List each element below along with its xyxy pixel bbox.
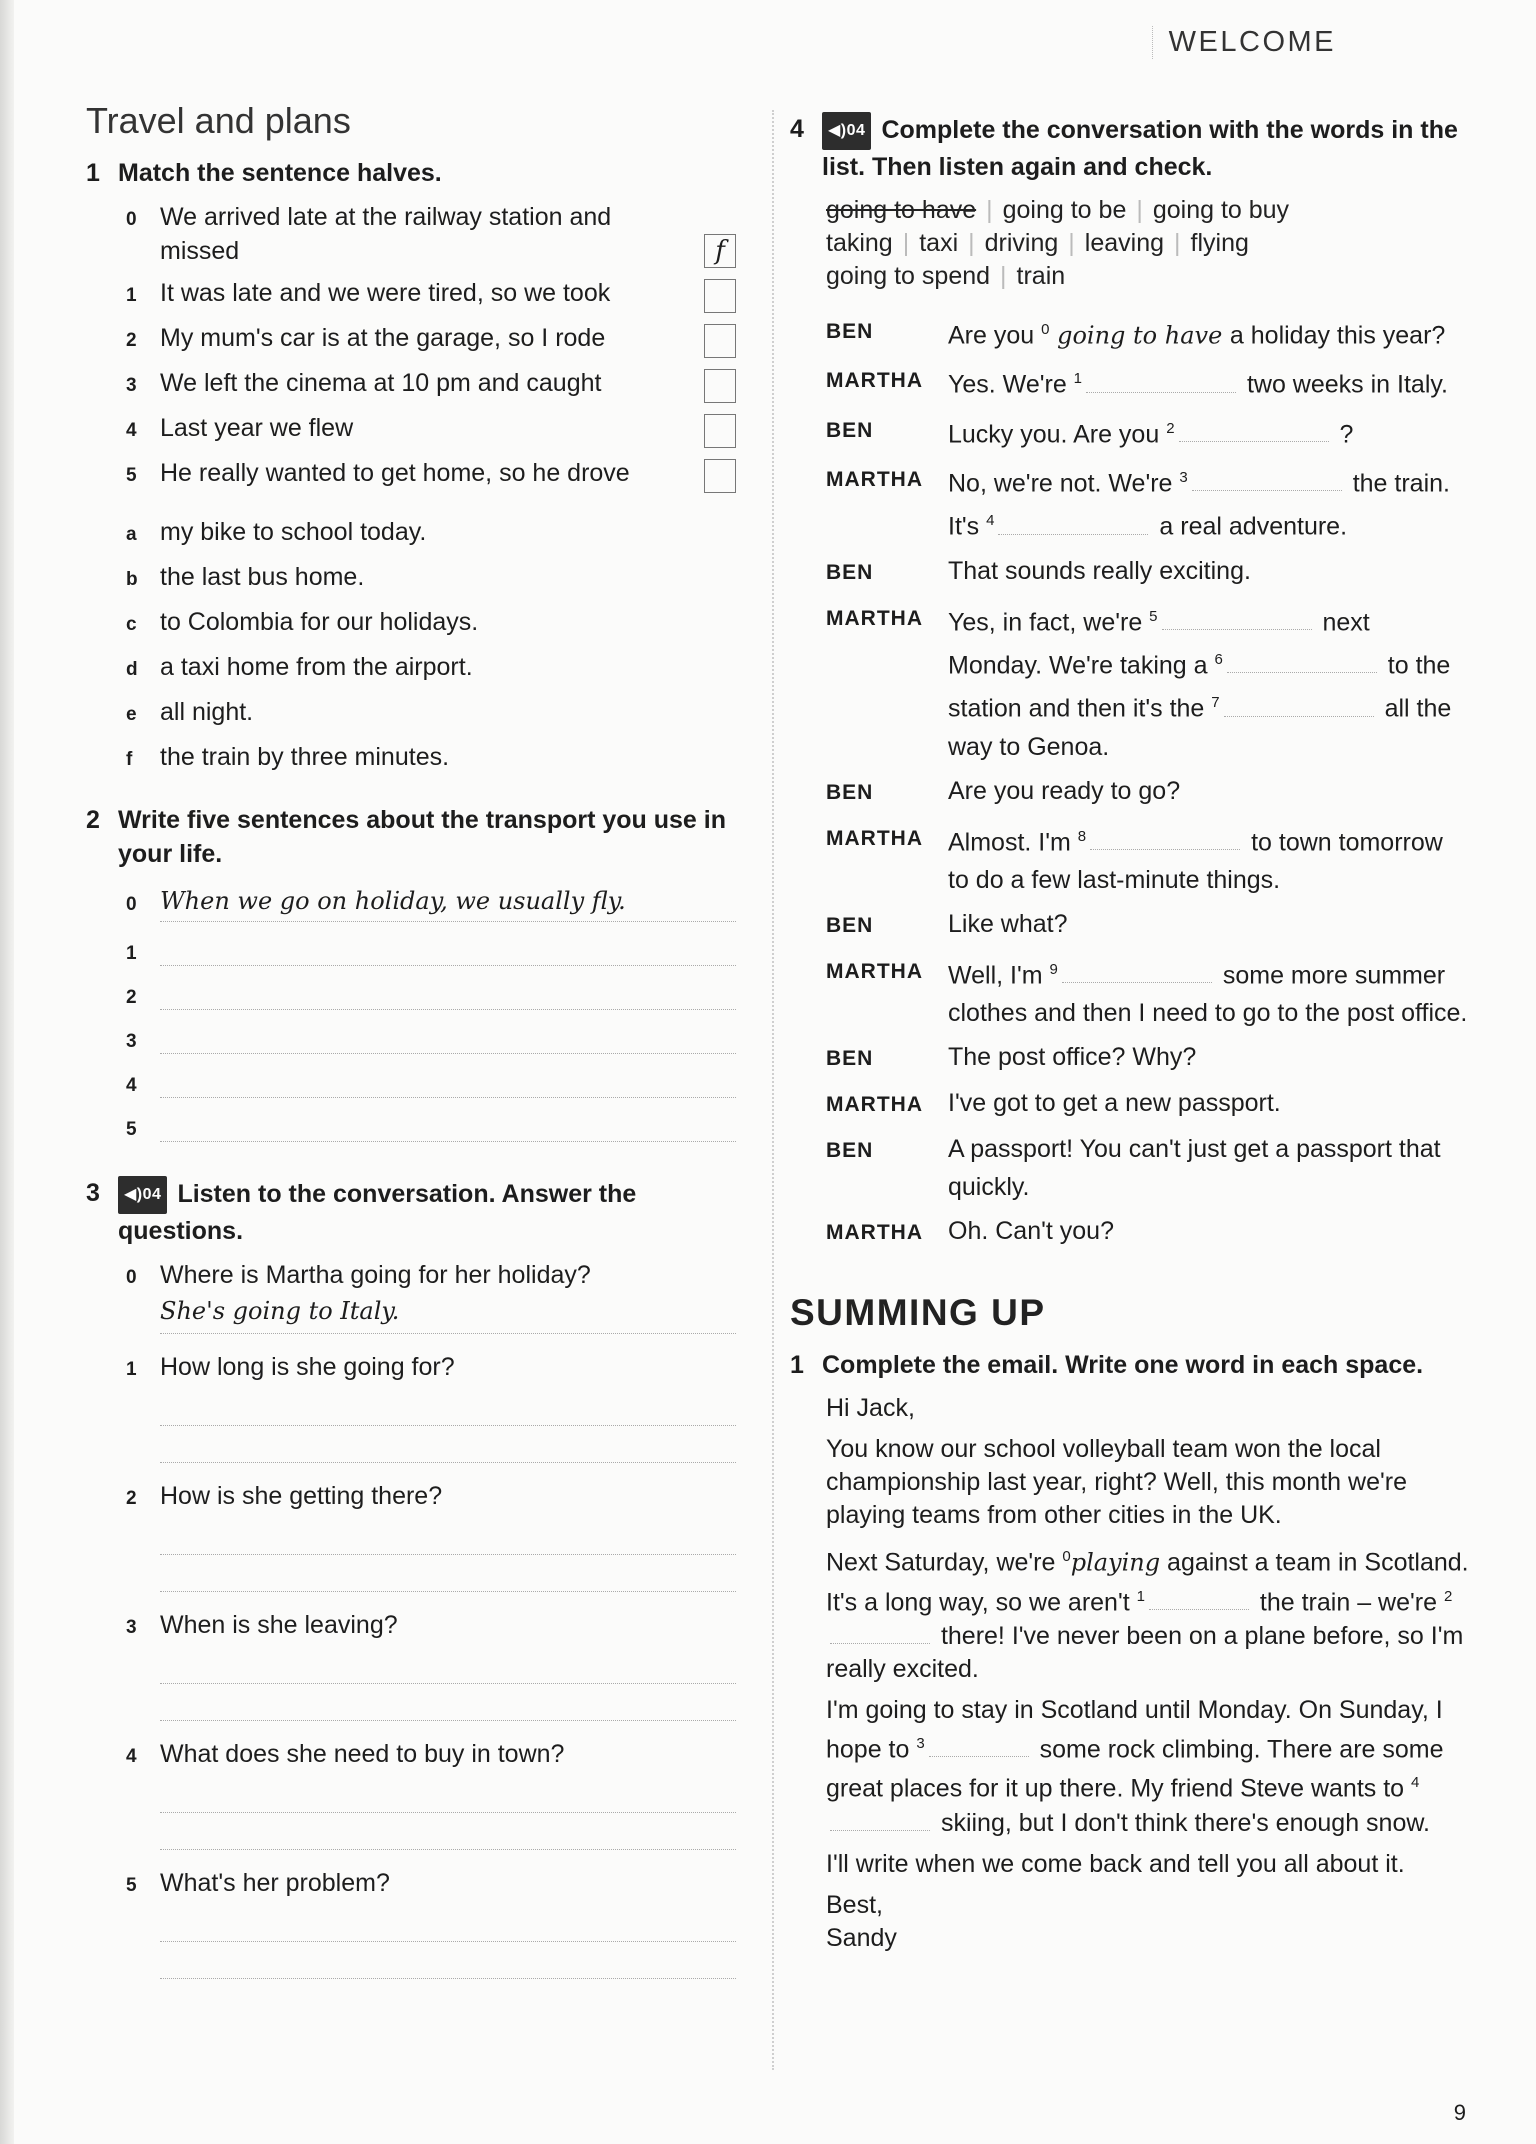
blank-number: 9 xyxy=(1049,960,1058,978)
answer-line[interactable] xyxy=(160,1389,736,1426)
answer-line[interactable] xyxy=(160,1942,736,1979)
word-list xyxy=(826,194,1470,293)
word-option: taxi xyxy=(919,229,959,257)
option-letter: b xyxy=(126,569,138,590)
dialogue-text: Are you $^0$ going to have a holiday this year? xyxy=(948,321,1446,350)
match-item xyxy=(126,366,736,403)
exercise-instruction: Match the sentence halves. xyxy=(118,159,442,187)
answer-blank[interactable] xyxy=(1149,1585,1249,1610)
dialogue-line xyxy=(826,1212,1470,1252)
option-letter: c xyxy=(126,614,137,635)
right-column xyxy=(790,100,1470,1963)
separator: | xyxy=(968,229,975,257)
speaker-name: MARTHA xyxy=(826,467,923,491)
dialogue-line xyxy=(826,360,1470,403)
answer-line[interactable] xyxy=(160,1813,736,1850)
answer-blank[interactable] xyxy=(1179,415,1329,442)
item-text: He really wanted to get home, so he drove xyxy=(160,459,630,487)
section-title: SUMMING UP xyxy=(790,1292,1046,1334)
dialogue-text: Yes, in fact, we're $^5$ next Monday. We're taking a $^6$ to the station and then it's the $^7$ all the way to Genoa. xyxy=(948,598,1470,766)
separator: | xyxy=(1174,229,1181,257)
email-greeting: Hi Jack, xyxy=(826,1394,915,1423)
answer-line[interactable]: She's going to Italy. xyxy=(160,1297,736,1334)
left-column xyxy=(86,100,736,1995)
answer-line[interactable] xyxy=(160,1018,736,1054)
answer-blank[interactable] xyxy=(1086,366,1236,393)
blank-number: 1 xyxy=(1073,370,1083,388)
question-number: 5 xyxy=(126,1875,137,1896)
exercise-number: 1 xyxy=(790,1351,804,1380)
word-option: driving xyxy=(984,229,1059,257)
line-number: 2 xyxy=(126,987,137,1008)
email-signature: Sandy xyxy=(826,1923,897,1952)
answer-box[interactable] xyxy=(704,279,736,313)
dialogue-text: The post office? Why? xyxy=(948,1043,1197,1072)
answer-box[interactable]: f xyxy=(704,234,736,268)
speaker-name: BEN xyxy=(826,1139,874,1163)
answer-line[interactable] xyxy=(160,1062,736,1098)
item-number: 1 xyxy=(126,285,137,306)
email-signoff: Best, xyxy=(826,1890,883,1919)
question xyxy=(126,1350,736,1387)
option-text: all night. xyxy=(160,698,254,726)
example-answer: going to have xyxy=(1049,321,1230,350)
dialogue-line xyxy=(826,598,1470,766)
blank-number: 7 xyxy=(1211,694,1220,712)
question-text: When is she leaving? xyxy=(160,1611,398,1639)
word-list-row xyxy=(826,260,1470,293)
dialogue-text: Like what? xyxy=(948,909,1068,938)
blank-number: 3 xyxy=(1179,468,1188,486)
match-option xyxy=(126,560,736,597)
word-list-row xyxy=(826,227,1470,260)
writing-line xyxy=(126,881,736,930)
line-number: 3 xyxy=(126,1031,137,1052)
exercise-number: 4 xyxy=(790,115,804,143)
answer-blank[interactable] xyxy=(1062,956,1212,983)
writing-lines xyxy=(126,881,736,1150)
answer-line[interactable] xyxy=(160,974,736,1010)
item-number: 2 xyxy=(126,330,137,351)
line-number: 5 xyxy=(126,1119,137,1140)
blank-number: 8 xyxy=(1077,827,1087,845)
question-block xyxy=(126,1350,736,1463)
dialogue-line xyxy=(826,1038,1470,1078)
audio-track-icon[interactable]: ◀)04 xyxy=(822,112,871,150)
writing-line xyxy=(126,930,736,974)
match-item xyxy=(126,411,736,448)
question-text: How is she getting there? xyxy=(160,1482,443,1510)
item-number: 5 xyxy=(126,465,137,486)
email-text xyxy=(826,1392,1470,1954)
answer-blank[interactable] xyxy=(1224,690,1374,717)
answer-line[interactable] xyxy=(160,1905,736,1942)
email-paragraph-3: I'm going to stay in Scotland until Monday. On Sunday, I hope to $^3$ some rock climbing. There are some great places for it up there. My friend Steve wants to $^4$ skiing, but I don't think there's enough snow. xyxy=(826,1695,1444,1837)
answer-box[interactable] xyxy=(704,414,736,448)
item-text: It was late and we were tired, so we took xyxy=(160,279,611,307)
exercise-1 xyxy=(86,156,736,777)
dialogue-text: Are you ready to go? xyxy=(948,776,1181,805)
speaker-name: MARTHA xyxy=(826,1221,923,1245)
exercise-2 xyxy=(86,803,736,1150)
answer-line[interactable] xyxy=(160,1776,736,1813)
answer-blank[interactable] xyxy=(1162,603,1312,630)
page-header: WELCOME xyxy=(1152,26,1336,59)
option-letter: a xyxy=(126,524,137,545)
item-text: We arrived late at the railway station and missed xyxy=(160,203,612,265)
word-option: flying xyxy=(1190,229,1249,257)
question-number: 3 xyxy=(126,1617,137,1638)
question-text: What does she need to buy in town? xyxy=(160,1740,565,1768)
exercise-number: 2 xyxy=(86,806,100,834)
match-item xyxy=(126,456,736,493)
option-letter: f xyxy=(126,749,133,770)
page-spine-shadow xyxy=(0,0,14,2144)
match-option xyxy=(126,695,736,732)
page-number: 9 xyxy=(1453,2100,1466,2125)
match-item xyxy=(126,276,736,313)
question xyxy=(126,1866,736,1903)
blank-number: 6 xyxy=(1214,650,1223,668)
answer-box[interactable] xyxy=(704,459,736,493)
question-text: What's her problem? xyxy=(160,1869,390,1897)
exercise-instruction: Complete the conversation with the words in the list. Then listen again and check. xyxy=(822,116,1458,181)
option-text: the train by three minutes. xyxy=(160,743,450,771)
dialogue-text: Yes. We're $^1$ two weeks in Italy. xyxy=(948,360,1470,403)
speaker-name: MARTHA xyxy=(826,606,923,630)
option-letter: e xyxy=(126,704,137,725)
answer-blank[interactable] xyxy=(1192,464,1342,491)
line-number: 1 xyxy=(126,943,137,964)
question-block xyxy=(126,1608,736,1721)
blank-number: 4 xyxy=(986,512,995,530)
match-item xyxy=(126,321,736,358)
word-option: going to spend xyxy=(826,262,991,290)
speaker-name: MARTHA xyxy=(826,1093,923,1117)
question-block xyxy=(126,1866,736,1979)
answer-blank[interactable] xyxy=(1090,823,1240,850)
option-letter: d xyxy=(126,659,138,680)
word-option: going to have xyxy=(826,196,977,224)
separator: | xyxy=(986,196,993,224)
separator: | xyxy=(1068,229,1075,257)
dialogue-line xyxy=(826,951,1470,1032)
match-option xyxy=(126,605,736,642)
item-text: We left the cinema at 10 pm and caught xyxy=(160,369,602,397)
dialogue-line xyxy=(826,1130,1470,1206)
item-text: My mum's car is at the garage, so I rode xyxy=(160,324,606,352)
question-number: 1 xyxy=(126,1359,137,1380)
answer-line[interactable] xyxy=(160,1555,736,1592)
email-paragraph-4: I'll write when we come back and tell you all about it. xyxy=(826,1849,1405,1878)
word-option: taking xyxy=(826,229,893,257)
exercise-instruction: Write five sentences about the transport you use in your life. xyxy=(118,806,726,868)
separator: | xyxy=(902,229,910,257)
answer-line[interactable] xyxy=(160,1106,736,1142)
item-number: 0 xyxy=(126,209,137,230)
option-text: a taxi home from the airport. xyxy=(160,653,473,681)
answer-blank[interactable] xyxy=(929,1732,1029,1757)
dialogue-line xyxy=(826,818,1470,899)
answer-line[interactable] xyxy=(160,930,736,966)
question-text: Where is Martha going for her holiday? xyxy=(160,1261,591,1289)
column-divider xyxy=(772,110,774,2070)
answer-blank[interactable] xyxy=(830,1619,930,1644)
match-option xyxy=(126,515,736,552)
separator: | xyxy=(1136,196,1143,224)
answer-line[interactable]: When we go on holiday, we usually fly. xyxy=(160,881,736,922)
question-number: 0 xyxy=(126,1267,137,1288)
answer-blank[interactable] xyxy=(1227,646,1377,673)
answer-box[interactable] xyxy=(704,324,736,358)
writing-line xyxy=(126,1106,736,1150)
dialogue-text: Oh. Can't you? xyxy=(948,1217,1114,1246)
dialogue-text: Lucky you. Are you $^2$ ? xyxy=(948,410,1470,453)
match-items xyxy=(126,200,736,493)
separator: | xyxy=(1000,262,1007,290)
speaker-name: MARTHA xyxy=(826,369,923,393)
dialogue-text: Well, I'm $^9$ some more summer clothes and then I need to go to the post office. xyxy=(948,951,1470,1032)
match-option xyxy=(126,740,736,777)
speaker-name: MARTHA xyxy=(826,826,923,850)
question-number: 4 xyxy=(126,1746,137,1767)
question-block xyxy=(126,1258,736,1334)
option-text: my bike to school today. xyxy=(160,518,427,546)
line-number: 0 xyxy=(126,894,137,915)
speaker-name: BEN xyxy=(826,560,874,584)
exercise-instruction: Complete the email. Write one word in each space. xyxy=(822,1351,1424,1380)
question-block xyxy=(126,1737,736,1850)
line-number: 4 xyxy=(126,1075,137,1096)
writing-line xyxy=(126,1018,736,1062)
item-text: Last year we flew xyxy=(160,414,354,442)
dialogue-text: That sounds really exciting. xyxy=(948,556,1251,585)
answer-line[interactable] xyxy=(160,1426,736,1463)
speaker-name: MARTHA xyxy=(826,959,923,983)
speaker-name: BEN xyxy=(826,913,874,937)
dialogue-text: No, we're not. We're $^3$ the train. It's $^4$ a real adventure. xyxy=(948,459,1470,546)
speaker-name: BEN xyxy=(826,1047,874,1071)
blank-number: 5 xyxy=(1149,607,1158,625)
option-text: the last bus home. xyxy=(160,563,365,591)
conversation xyxy=(826,311,1470,1252)
dialogue-text: I've got to get a new passport. xyxy=(948,1089,1281,1118)
example-answer: playing xyxy=(1070,1548,1161,1577)
word-list-row xyxy=(826,194,1470,227)
writing-line xyxy=(126,974,736,1018)
question-block xyxy=(126,1479,736,1592)
speaker-name: BEN xyxy=(826,418,874,442)
dialogue-line xyxy=(826,459,1470,546)
dialogue-line xyxy=(826,772,1470,812)
dialogue-line xyxy=(826,552,1470,592)
dialogue-line xyxy=(826,410,1470,453)
item-number: 4 xyxy=(126,420,137,441)
item-number: 3 xyxy=(126,375,137,396)
match-option xyxy=(126,650,736,687)
section-title: Travel and plans xyxy=(86,100,351,141)
answer-line[interactable] xyxy=(160,1647,736,1684)
exercise-number: 3 xyxy=(86,1179,100,1207)
audio-track-icon[interactable]: ◀)04 xyxy=(118,1176,167,1214)
question xyxy=(126,1737,736,1774)
answer-box[interactable] xyxy=(704,369,736,403)
blank-number: 0 xyxy=(1041,321,1050,338)
dialogue-line xyxy=(826,905,1470,945)
question xyxy=(126,1608,736,1645)
match-options xyxy=(126,515,736,777)
exercise-3 xyxy=(86,1176,736,1979)
dialogue-text: Almost. I'm $^8$ to town tomorrow to do a few last-minute things. xyxy=(948,818,1470,899)
answer-blank[interactable] xyxy=(830,1806,930,1831)
question-text: How long is she going for? xyxy=(160,1353,455,1381)
word-option: train xyxy=(1016,262,1066,290)
word-option: going to be xyxy=(1002,196,1127,224)
answer-line[interactable] xyxy=(160,1684,736,1721)
word-option: leaving xyxy=(1084,229,1165,257)
exercise-number: 1 xyxy=(86,159,100,187)
question-number: 2 xyxy=(126,1488,137,1509)
email-paragraph-1: You know our school volleyball team won the local championship last year, right? Well, this month we're playing teams from other cities in the UK. xyxy=(826,1435,1407,1530)
match-item xyxy=(126,200,736,268)
summing-up-section xyxy=(790,1292,1470,1954)
exercise-instruction: Listen to the conversation. Answer the questions. xyxy=(118,1180,637,1245)
email-paragraph-2: Next Saturday, we're $^0$playing against a team in Scotland. It's a long way, so we aren't $^1$ the train – we're $^2$ there! I've never been on a plane before, so I'm really excited. xyxy=(826,1548,1469,1683)
word-option: going to buy xyxy=(1152,196,1290,224)
exercise-4 xyxy=(790,112,1470,1252)
writing-line xyxy=(126,1062,736,1106)
answer-blank[interactable] xyxy=(998,508,1148,535)
question xyxy=(126,1479,736,1516)
question-list xyxy=(126,1258,736,1979)
option-text: to Colombia for our holidays. xyxy=(160,608,479,636)
blank-number: 2 xyxy=(1166,419,1175,437)
speaker-name: BEN xyxy=(826,780,874,804)
question xyxy=(126,1258,736,1295)
dialogue-text: A passport! You can't just get a passport that quickly. xyxy=(948,1135,1441,1202)
speaker-name: BEN xyxy=(826,320,874,343)
dialogue-line xyxy=(826,311,1470,354)
answer-line[interactable] xyxy=(160,1518,736,1555)
dialogue-line xyxy=(826,1084,1470,1124)
